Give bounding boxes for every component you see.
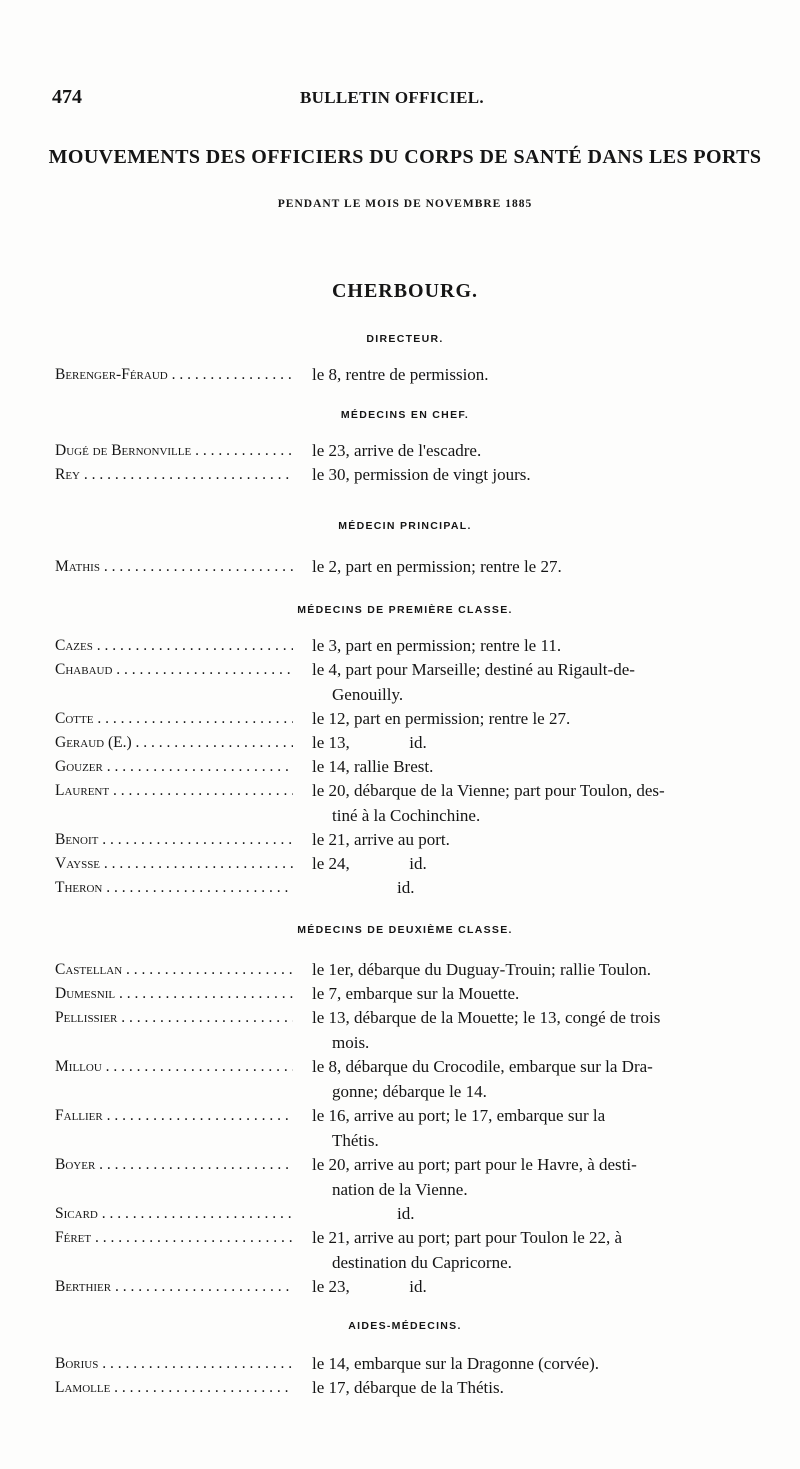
entry (55, 1006, 775, 1055)
port-heading: CHERBOURG. (331, 280, 479, 302)
movement-text: le 21, arrive au port; part pour Toulon le 22, à destination du Capricorne. (312, 1228, 623, 1272)
officer-name: Cazes . . . (55, 634, 293, 659)
officer-name: Castellan . . . (55, 958, 293, 983)
page-number: 474 (52, 86, 82, 108)
movement-text: le 23, arrive de l'escadre. (312, 441, 482, 460)
officer-name: Geraud (E.) . . . (55, 731, 293, 756)
entry (55, 779, 775, 828)
movement-text: le 8, débarque du Crocodile, embarque sur la Dra- gonne; débarque le 14. (312, 1057, 653, 1101)
movement-text: le 8, rentre de permission. (312, 365, 489, 384)
section-heading: MÉDECIN PRINCIPAL. (338, 520, 472, 532)
officer-name: Fallier . . . (55, 1104, 293, 1129)
officer-name: Mathis . . . (55, 555, 293, 580)
officer-name: Sicard . . . (55, 1202, 293, 1227)
running-title: BULLETIN OFFICIEL. (300, 88, 484, 107)
movement-text: le 7, embarque sur la Mouette. (312, 984, 520, 1003)
movement-text: le 13, id. (312, 733, 427, 752)
officer-name: Millou . . . (55, 1055, 293, 1080)
entry (55, 1104, 775, 1153)
entry (55, 1153, 775, 1202)
movement-text: le 14, embarque sur la Dragonne (corvée). (312, 1354, 599, 1373)
entry (55, 1202, 775, 1227)
entry (55, 876, 775, 901)
movement-text: le 20, débarque de la Vienne; part pour Toulon, des- tiné à la Cochinchine. (312, 781, 665, 825)
officer-name: Theron . . . (55, 876, 293, 901)
entry (55, 1226, 775, 1275)
entry (55, 1376, 775, 1401)
officer-name: Pellissier . . . (55, 1006, 293, 1031)
entry (55, 555, 775, 580)
entry (55, 658, 775, 707)
officer-name: Dumesnil . . . (55, 982, 293, 1007)
officer-name: Gouzer . . . (55, 755, 293, 780)
movement-text: le 1er, débarque du Duguay-Trouin; rallie Toulon. (312, 960, 652, 979)
officer-name: Laurent . . . (55, 779, 293, 804)
officer-name: Lamolle . . . (55, 1376, 293, 1401)
movement-text: le 23, id. (312, 1277, 427, 1296)
officer-name: Féret . . . (55, 1226, 293, 1251)
document-title: MOUVEMENTS DES OFFICIERS DU CORPS DE SANTÉ DANS LES PORTS (48, 146, 762, 168)
movement-text: le 12, part en permission; rentre le 27. (312, 709, 571, 728)
movement-text: le 16, arrive au port; le 17, embarque sur la Thétis. (312, 1106, 606, 1150)
officer-name: Chabaud . . . (55, 658, 293, 683)
officer-name: Vaysse . . . (55, 852, 293, 877)
entry (55, 1055, 775, 1104)
entry (55, 852, 775, 877)
movement-text: id. (312, 1204, 415, 1223)
entry (55, 463, 775, 488)
officer-name: Benoit . . . (55, 828, 293, 853)
officer-name: Rey . . . (55, 463, 293, 488)
page-header (0, 84, 800, 114)
movement-text: le 2, part en permission; rentre le 27. (312, 557, 562, 576)
movement-text: le 30, permission de vingt jours. (312, 465, 531, 484)
document-subtitle: PENDANT LE MOIS DE NOVEMBRE 1885 (277, 198, 533, 210)
section-heading: AIDES-MÉDECINS. (348, 1320, 462, 1332)
officer-name: Berenger-Féraud . . . (55, 363, 293, 388)
entry (55, 439, 775, 464)
entry (55, 1352, 775, 1377)
movement-text: le 17, débarque de la Thétis. (312, 1378, 504, 1397)
movement-text: le 24, id. (312, 854, 427, 873)
entry (55, 828, 775, 853)
section-heading: MÉDECINS EN CHEF. (340, 409, 470, 421)
officer-name: Boyer . . . (55, 1153, 293, 1178)
officer-name: Dugé de Bernonville . . . (55, 439, 293, 464)
entry (55, 982, 775, 1007)
section-heading: DIRECTEUR. (366, 333, 444, 345)
movement-text: le 4, part pour Marseille; destiné au Rigault-de- Genouilly. (312, 660, 635, 704)
movement-text: le 3, part en permission; rentre le 11. (312, 636, 562, 655)
entry (55, 958, 775, 983)
entry (55, 634, 775, 659)
movement-text: le 13, débarque de la Mouette; le 13, congé de trois mois. (312, 1008, 661, 1052)
movement-text: id. (312, 878, 415, 897)
officer-name: Cotte . . . (55, 707, 293, 732)
movement-text: le 14, rallie Brest. (312, 757, 434, 776)
movement-text: le 21, arrive au port. (312, 830, 450, 849)
movement-text: le 20, arrive au port; part pour le Havre, à desti- nation de la Vienne. (312, 1155, 637, 1199)
entry (55, 1275, 775, 1300)
entry (55, 755, 775, 780)
officer-name: Berthier . . . (55, 1275, 293, 1300)
entry (55, 731, 775, 756)
officer-name: Borius . . . (55, 1352, 293, 1377)
section-heading: MÉDECINS DE DEUXIÈME CLASSE. (297, 924, 513, 936)
section-heading: MÉDECINS DE PREMIÈRE CLASSE. (297, 604, 513, 616)
entry (55, 707, 775, 732)
entry (55, 363, 775, 388)
